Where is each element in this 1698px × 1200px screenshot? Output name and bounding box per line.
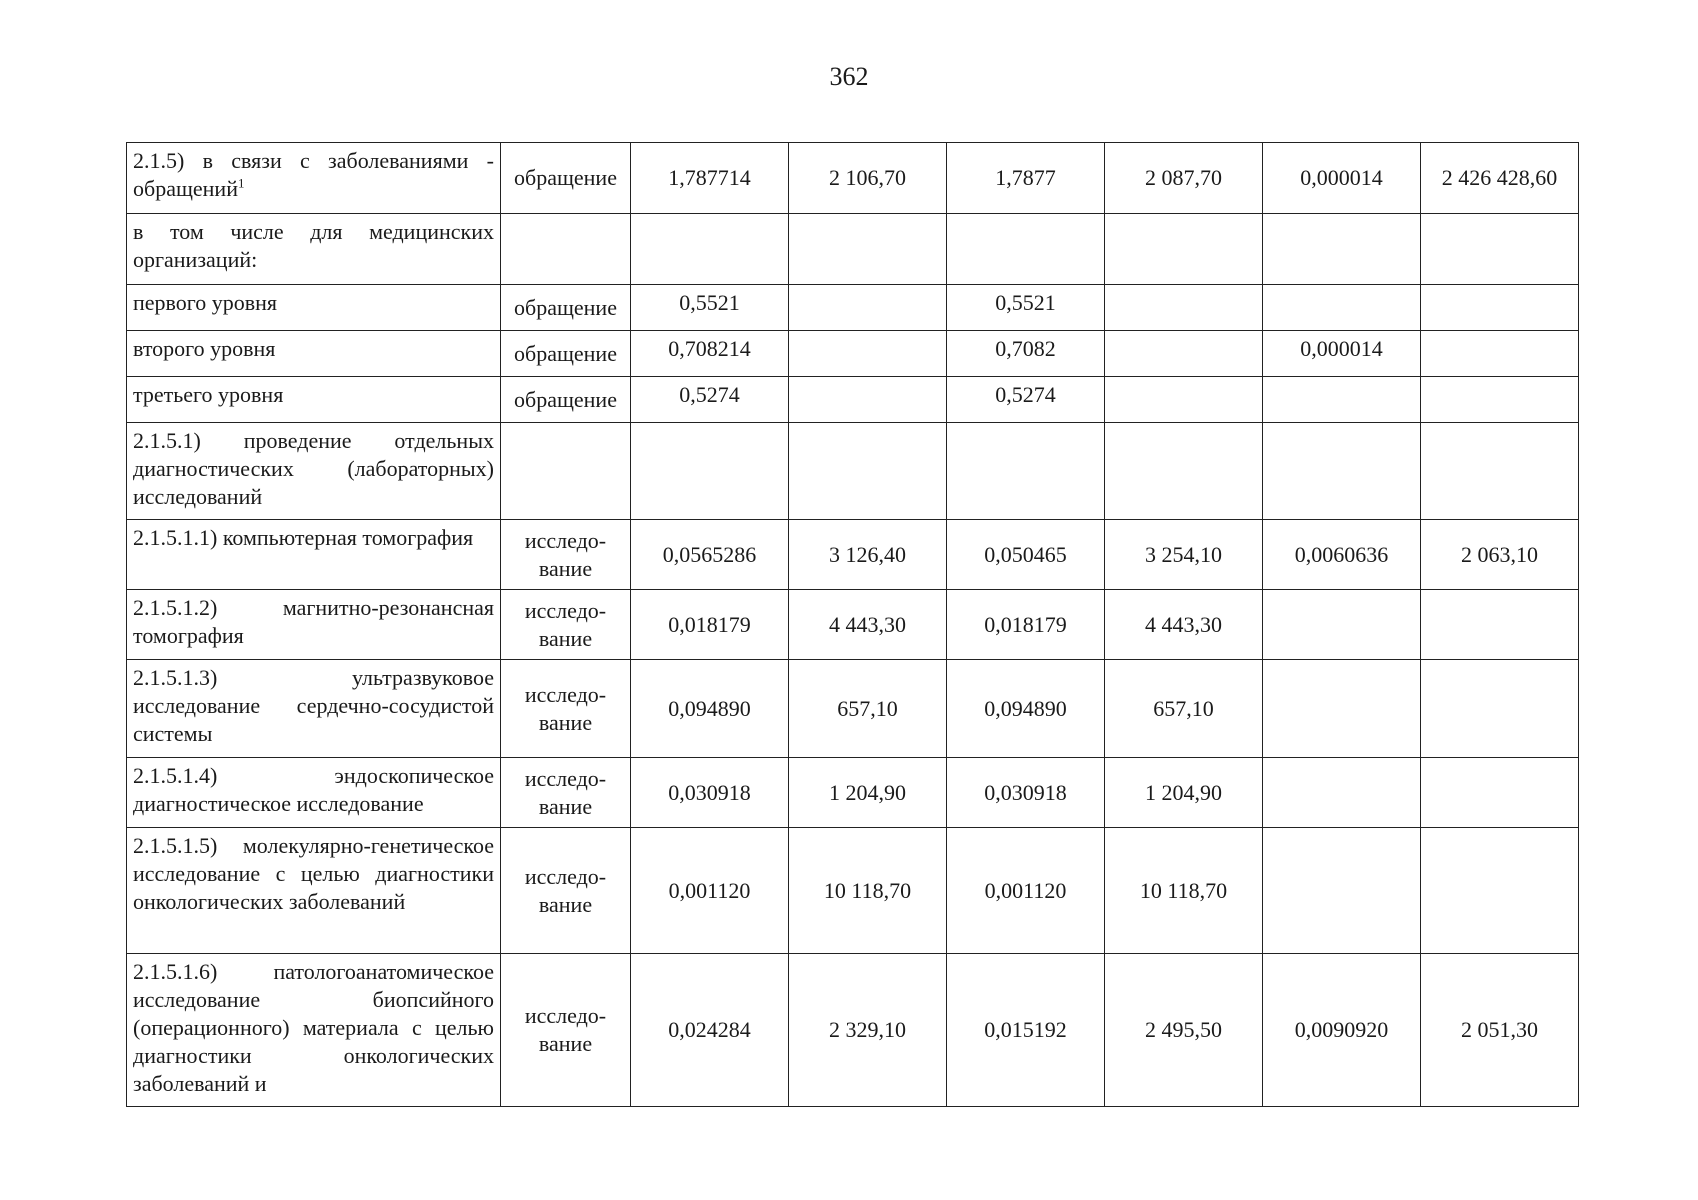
cell-value: 0,094890 [947, 660, 1105, 758]
cell-value: 0,5521 [631, 285, 789, 331]
cell-value [789, 214, 947, 285]
cell-value: 0,018179 [947, 590, 1105, 660]
cell-value: 0,001120 [631, 828, 789, 954]
cell-value [1263, 590, 1421, 660]
row-unit: исследо-вание [501, 520, 631, 590]
row-label: второго уровня [127, 331, 501, 377]
cell-value [1421, 285, 1579, 331]
cell-value: 2 087,70 [1105, 143, 1263, 214]
row-label: 2.1.5.1.3) ультразвуковое исследование сердечно-сосудистой системы [127, 660, 501, 758]
table-row [127, 423, 1579, 520]
cell-value: 0,050465 [947, 520, 1105, 590]
table-row [127, 590, 1579, 660]
table-row [127, 285, 1579, 331]
row-label: в том числе для медицинских организаций: [127, 214, 501, 285]
cell-value: 0,018179 [631, 590, 789, 660]
cell-value: 4 443,30 [1105, 590, 1263, 660]
cell-value [947, 423, 1105, 520]
row-unit: обращение [501, 377, 631, 423]
cell-value: 1,787714 [631, 143, 789, 214]
cell-value: 1 204,90 [789, 758, 947, 828]
cell-value: 0,7082 [947, 331, 1105, 377]
cell-value: 0,000014 [1263, 331, 1421, 377]
cell-value [1421, 214, 1579, 285]
cell-value [1105, 285, 1263, 331]
cell-value [789, 377, 947, 423]
table-row [127, 758, 1579, 828]
cell-value: 2 329,10 [789, 954, 947, 1107]
cell-value [631, 423, 789, 520]
row-label: 2.1.5.1.4) эндоскопическое диагностическое исследование [127, 758, 501, 828]
cell-value [1105, 377, 1263, 423]
cell-value: 2 106,70 [789, 143, 947, 214]
table-row [127, 143, 1579, 214]
table-row [127, 331, 1579, 377]
cell-value [1263, 828, 1421, 954]
cell-value [1263, 423, 1421, 520]
cell-value [789, 285, 947, 331]
cell-value: 2 063,10 [1421, 520, 1579, 590]
cell-value [1421, 377, 1579, 423]
cell-value [1105, 214, 1263, 285]
cell-value: 657,10 [1105, 660, 1263, 758]
cell-value: 657,10 [789, 660, 947, 758]
cell-value [1421, 590, 1579, 660]
cell-value [631, 214, 789, 285]
page-number: 362 [829, 62, 869, 91]
row-unit [501, 214, 631, 285]
cell-value: 3 254,10 [1105, 520, 1263, 590]
row-unit [501, 423, 631, 520]
cell-value: 0,015192 [947, 954, 1105, 1107]
row-label: 2.1.5.1) проведение отдельных диагностических (лабораторных) исследований [127, 423, 501, 520]
cell-value: 4 443,30 [789, 590, 947, 660]
cell-value: 0,001120 [947, 828, 1105, 954]
cell-value: 10 118,70 [1105, 828, 1263, 954]
row-unit: обращение [501, 331, 631, 377]
row-unit: обращение [501, 143, 631, 214]
cell-value: 10 118,70 [789, 828, 947, 954]
cell-value: 0,5274 [947, 377, 1105, 423]
cell-value: 1 204,90 [1105, 758, 1263, 828]
cell-value [1421, 660, 1579, 758]
cell-value: 0,024284 [631, 954, 789, 1107]
cell-value: 0,5521 [947, 285, 1105, 331]
cell-value [1263, 758, 1421, 828]
cell-value: 0,000014 [1263, 143, 1421, 214]
row-label: 2.1.5.1.5) молекулярно-генетическое исследование с целью диагностики онкологических заболеваний [127, 828, 501, 954]
table-row [127, 954, 1579, 1107]
row-unit: исследо-вание [501, 758, 631, 828]
table-row [127, 520, 1579, 590]
row-label: первого уровня [127, 285, 501, 331]
cell-value [1263, 214, 1421, 285]
cell-value: 2 495,50 [1105, 954, 1263, 1107]
cell-value [789, 331, 947, 377]
cell-value: 3 126,40 [789, 520, 947, 590]
cell-value: 2 051,30 [1421, 954, 1579, 1107]
cell-value [1421, 758, 1579, 828]
cell-value: 0,030918 [631, 758, 789, 828]
table-row [127, 214, 1579, 285]
row-unit: исследо-вание [501, 954, 631, 1107]
cell-value: 0,0060636 [1263, 520, 1421, 590]
cell-value [1263, 660, 1421, 758]
row-label: 2.1.5.1.2) магнитно-резонансная томография [127, 590, 501, 660]
cell-value: 2 426 428,60 [1421, 143, 1579, 214]
row-label: 2.1.5.1.1) компьютерная томография [127, 520, 501, 590]
cell-value: 0,094890 [631, 660, 789, 758]
cell-value [1421, 423, 1579, 520]
cell-value [789, 423, 947, 520]
row-label: 2.1.5) в связи с заболеваниями - обращений$^1$ [127, 143, 501, 214]
row-unit: исследо-вание [501, 828, 631, 954]
cell-value [1105, 331, 1263, 377]
row-unit: исследо-вание [501, 590, 631, 660]
cell-value: 1,7877 [947, 143, 1105, 214]
cell-value [1263, 285, 1421, 331]
cell-value: 0,0565286 [631, 520, 789, 590]
cell-value [1421, 828, 1579, 954]
data-table [126, 142, 1579, 1107]
cell-value [1421, 331, 1579, 377]
table-row [127, 377, 1579, 423]
cell-value: 0,5274 [631, 377, 789, 423]
row-unit: обращение [501, 285, 631, 331]
row-label: 2.1.5.1.6) патологоанатомическое исследование биопсийного (операционного) материала с целью диагностики онкологических заболеваний и [127, 954, 501, 1107]
cell-value [1105, 423, 1263, 520]
cell-value: 0,708214 [631, 331, 789, 377]
table-row [127, 660, 1579, 758]
row-label: третьего уровня [127, 377, 501, 423]
row-unit: исследо-вание [501, 660, 631, 758]
cell-value: 0,0090920 [1263, 954, 1421, 1107]
cell-value: 0,030918 [947, 758, 1105, 828]
cell-value [1263, 377, 1421, 423]
cell-value [947, 214, 1105, 285]
table-row [127, 828, 1579, 954]
